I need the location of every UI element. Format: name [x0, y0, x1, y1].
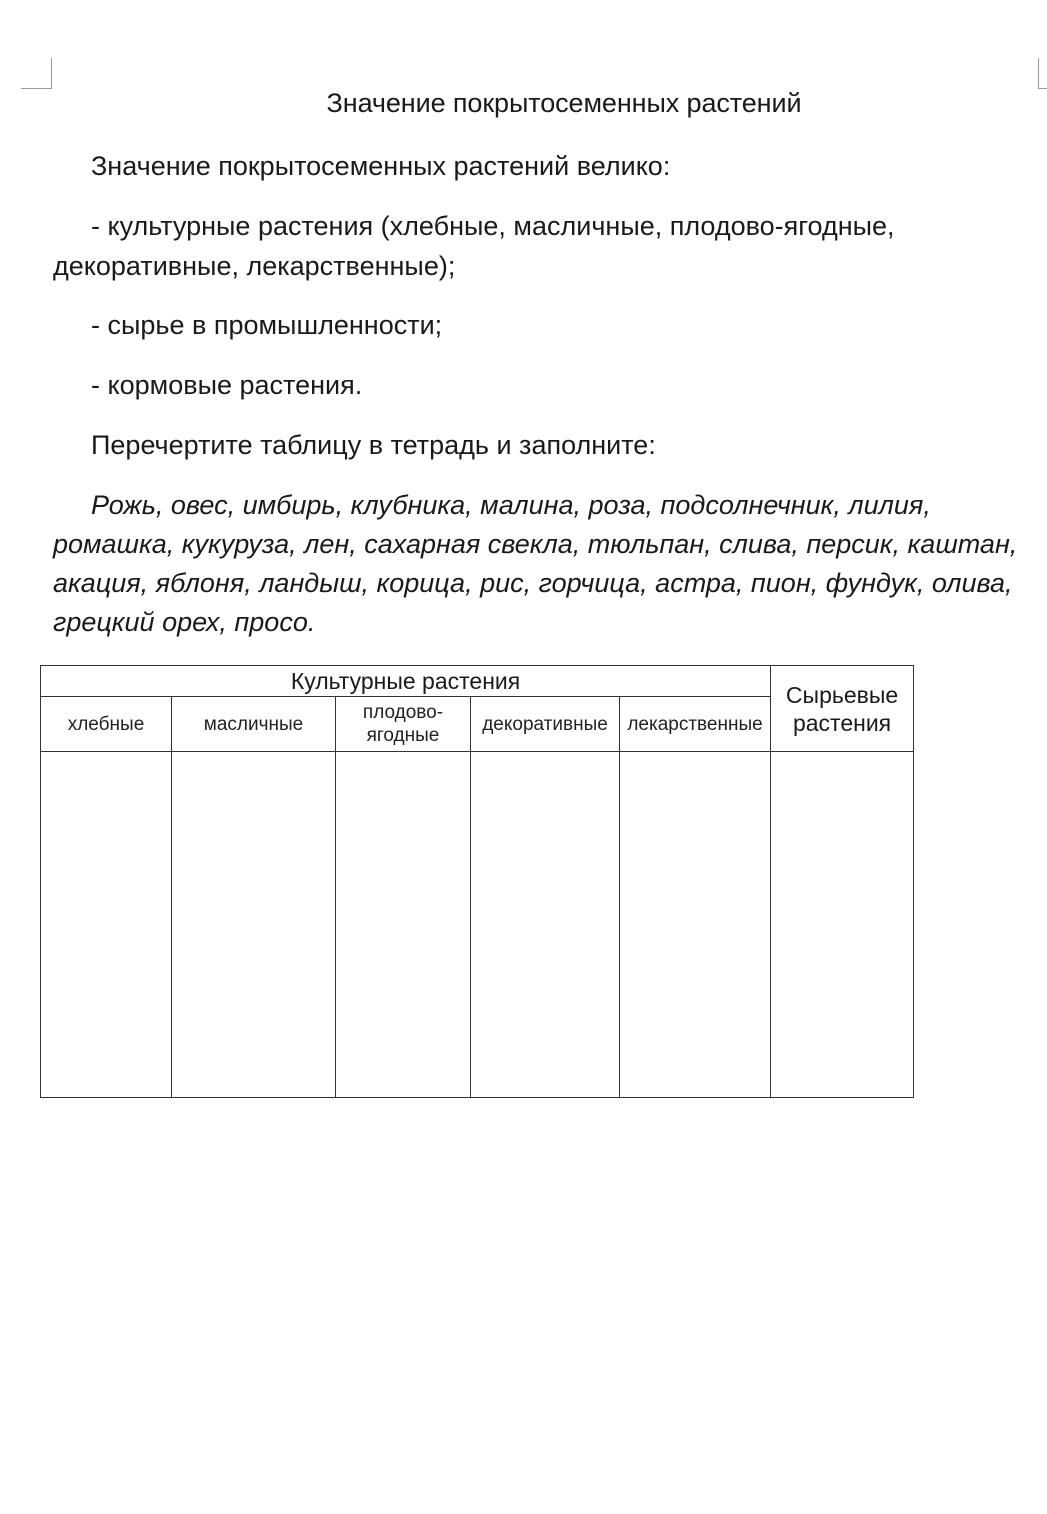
- cultivated-plants-header: Культурные растения: [41, 666, 771, 697]
- table-cell-fruit-berry[interactable]: [336, 752, 471, 1098]
- column-header-medicinal: лекарственные: [620, 697, 771, 752]
- page-margin-corner-right: [1038, 58, 1047, 89]
- column-header-decorative: декоративные: [471, 697, 620, 752]
- table-cell-medicinal[interactable]: [620, 752, 771, 1098]
- column-header-grain: хлебные: [41, 697, 172, 752]
- task-paragraph: Перечертите таблицу в тетрадь и заполните:: [91, 430, 656, 460]
- column-header-fruit-berry: плодово-ягодные: [336, 697, 471, 752]
- list-item-cultivated: - культурные растения (хлебные, масличные, плодово-ягодные, декоративные, лекарственные);: [53, 211, 895, 281]
- list-item-industry: - сырье в промышленности;: [91, 310, 443, 340]
- raw-plants-header: Сырьевые растения: [771, 666, 914, 752]
- document-title: Значение покрытосеменных растений: [326, 88, 802, 118]
- list-item-fodder: - кормовые растения.: [91, 370, 363, 400]
- table-cell-grain[interactable]: [41, 752, 172, 1098]
- table-cell-raw[interactable]: [771, 752, 914, 1098]
- plants-table: [40, 665, 914, 1098]
- plants-list-paragraph: Рожь, овес, имбирь, клубника, малина, роза, подсолнечник, лилия, ромашка, кукуруза, лен, сахарная свекла, тюльпан, слива, персик, каштан, акация, яблоня, ландыш, корица, рис, горчица, астра, пион, фундук, олива, грецкий орех, просо.: [53, 490, 1018, 637]
- page-margin-corner-left: [21, 58, 52, 89]
- table-cell-oil[interactable]: [172, 752, 336, 1098]
- column-header-oil: масличные: [172, 697, 336, 752]
- intro-paragraph: Значение покрытосеменных растений велико:: [91, 151, 671, 181]
- table-cell-decorative[interactable]: [471, 752, 620, 1098]
